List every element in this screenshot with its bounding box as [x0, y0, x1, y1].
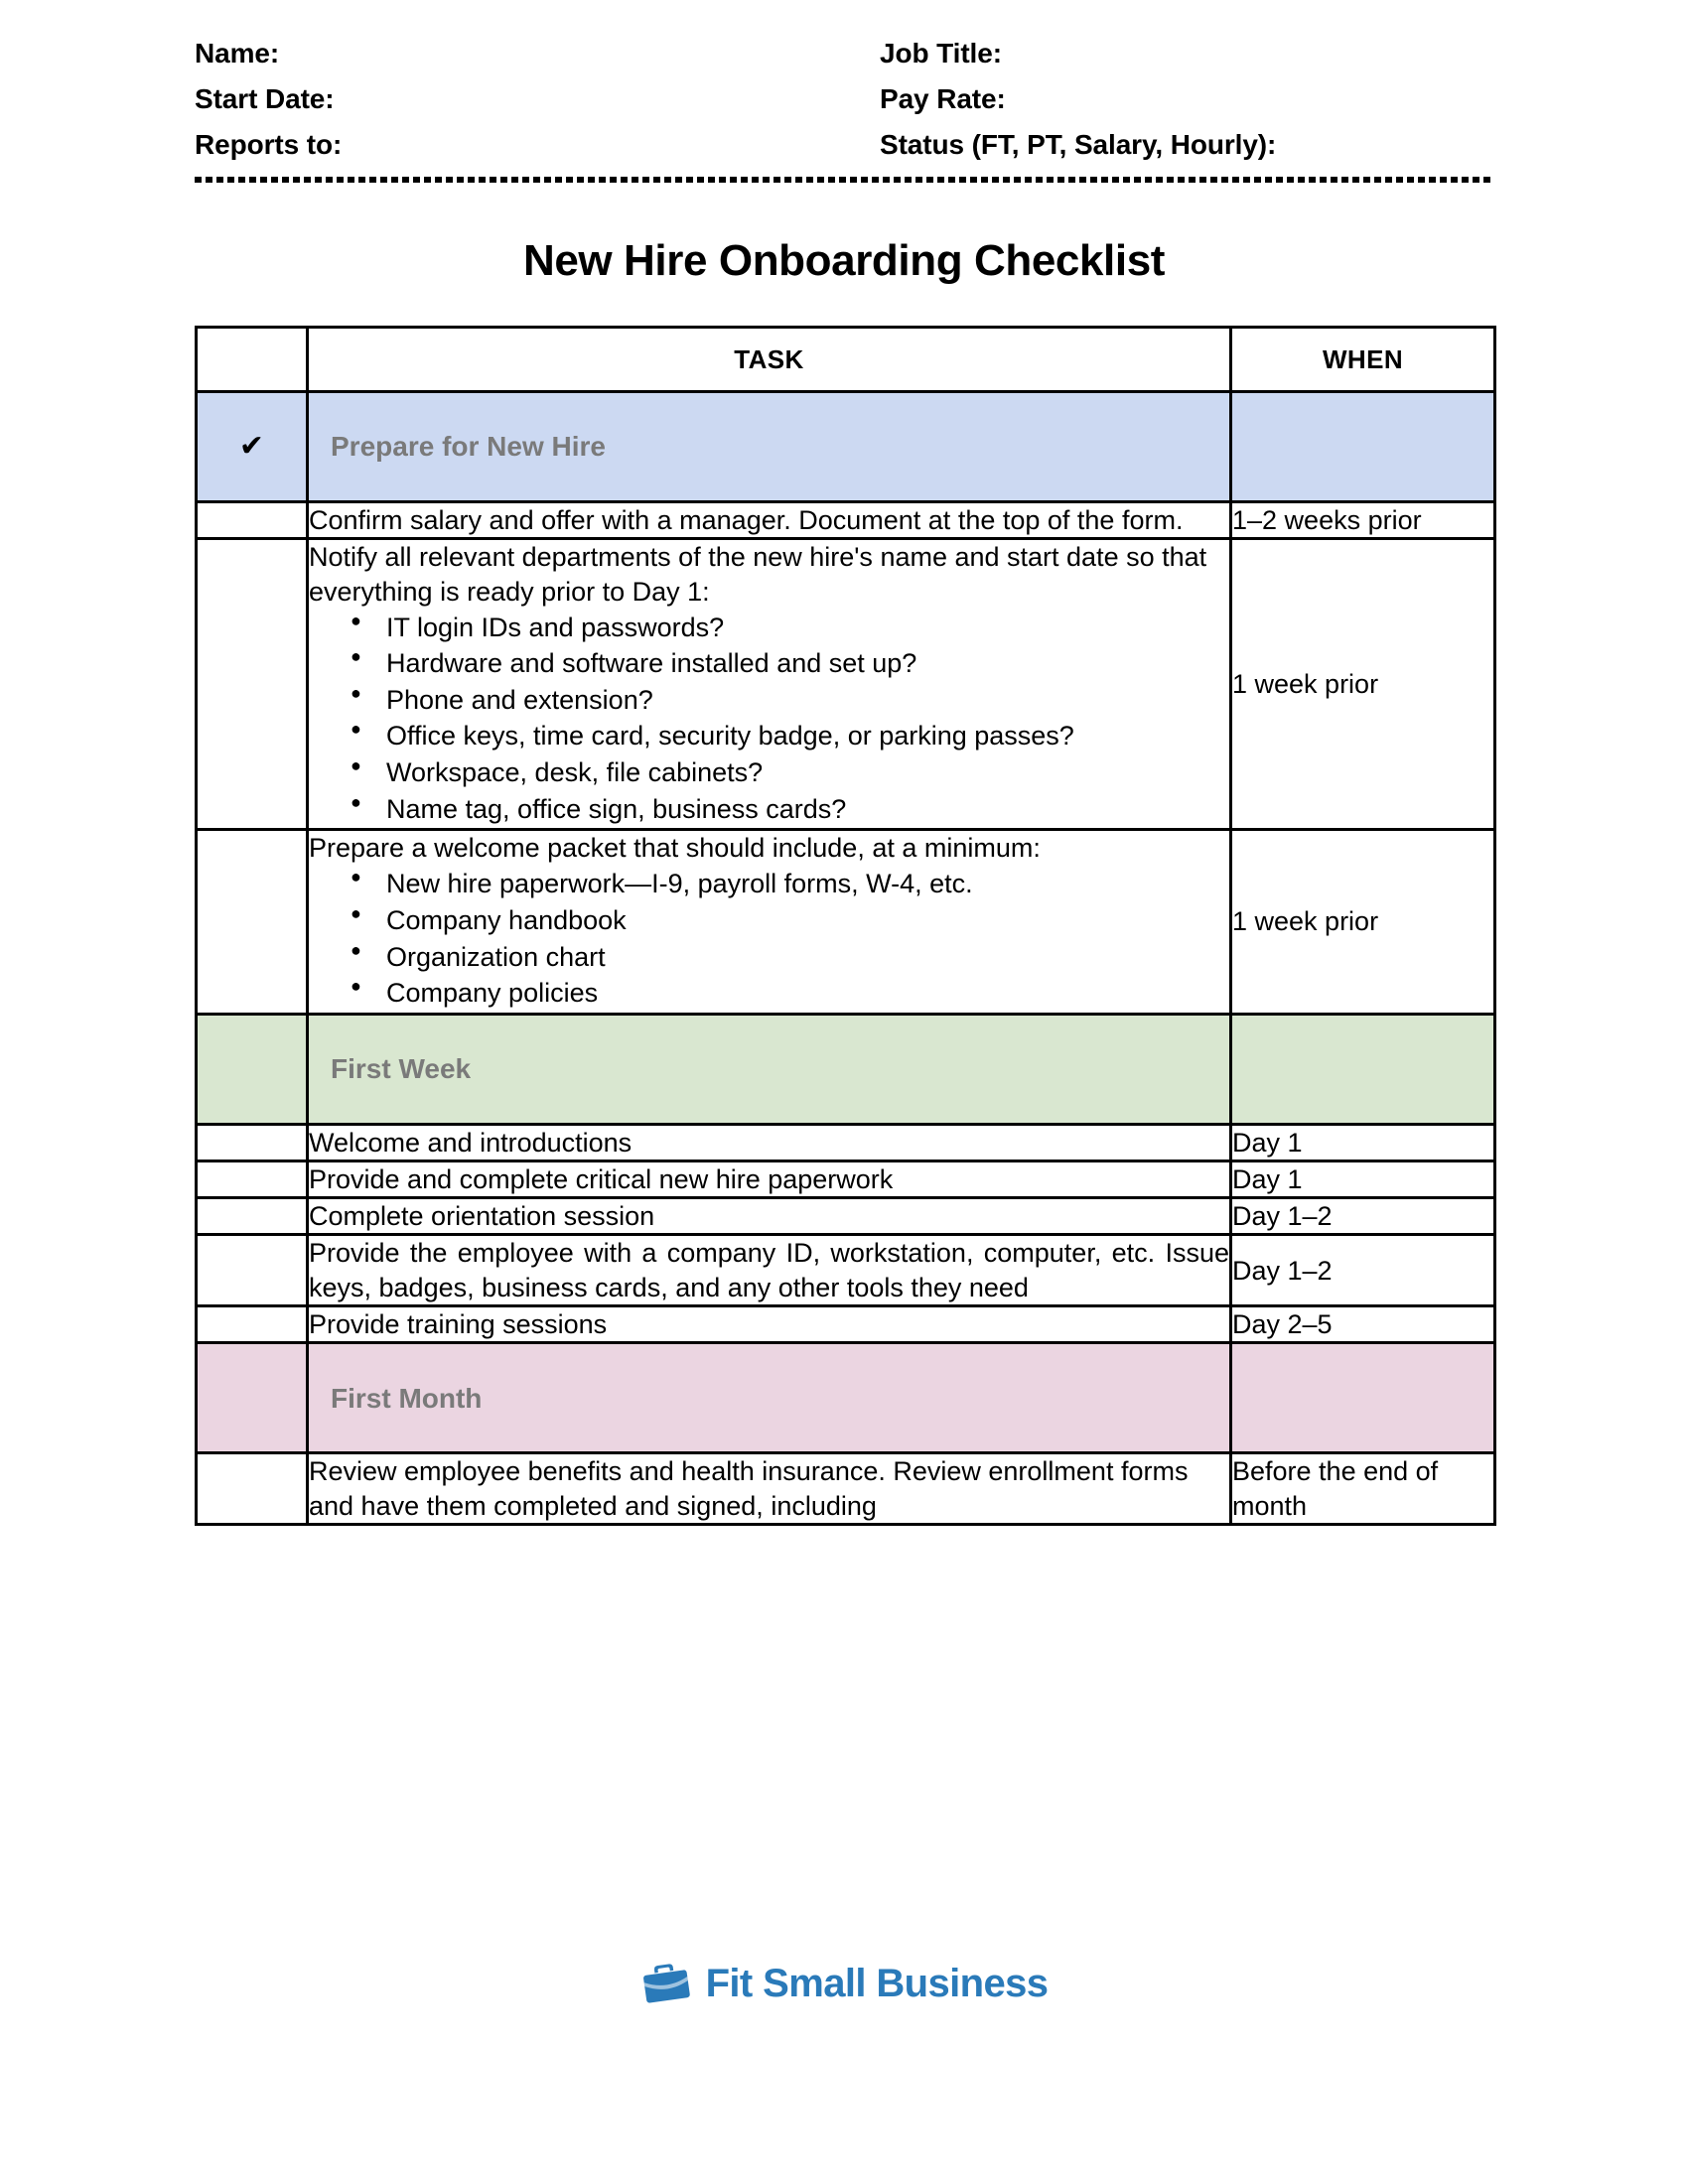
task-text: Notify all relevant departments of the new hire's name and start date so that everything is ready prior to Day 1:: [309, 542, 1207, 607]
onboarding-checklist-table: [195, 326, 1496, 1526]
dashed-divider: [195, 177, 1493, 183]
table-header-row: [197, 328, 1495, 392]
table-row: [197, 1453, 1495, 1525]
task-bullet-item: ● Company handbook: [386, 903, 1229, 938]
row-checkbox-cell[interactable]: [197, 1453, 308, 1525]
table-row: [197, 830, 1495, 1014]
brand-logo: [640, 1961, 1049, 2006]
row-checkbox-cell[interactable]: [197, 1014, 308, 1124]
task-cell: [308, 1160, 1231, 1197]
task-bullet-list: [309, 867, 1229, 1010]
column-header-checkbox: [197, 328, 308, 392]
employee-info-header: [0, 0, 1688, 161]
header-field-row: [195, 129, 1499, 161]
task-cell: [308, 1235, 1231, 1306]
task-cell: [308, 1124, 1231, 1160]
task-bullet-item: ● Hardware and software installed and set up?: [386, 646, 1229, 681]
task-bullet-item: ● Phone and extension?: [386, 683, 1229, 718]
when-cell: [1231, 1014, 1495, 1124]
task-bullet-item: ● New hire paperwork—I-9, payroll forms, W-4, etc.: [386, 867, 1229, 901]
briefcase-icon: [640, 1961, 692, 2006]
row-checkbox-cell[interactable]: ✔: [197, 392, 308, 502]
section-label: First Month: [331, 1382, 483, 1414]
row-checkbox-cell[interactable]: [197, 1306, 308, 1343]
when-cell: Day 1: [1231, 1124, 1495, 1160]
row-checkbox-cell[interactable]: [197, 502, 308, 539]
field-label-start-date: Start Date:: [195, 83, 335, 114]
table-row: [197, 502, 1495, 539]
row-checkbox-cell[interactable]: [197, 1198, 308, 1235]
checklist-table-container: [195, 326, 1493, 1526]
table-body: [197, 392, 1495, 1525]
column-header-task: TASK: [308, 328, 1231, 392]
when-cell: Day 1–2: [1231, 1198, 1495, 1235]
when-cell: 1 week prior: [1231, 539, 1495, 830]
task-text: Review employee benefits and health insurance. Review enrollment forms and have them completed and signed, including: [309, 1456, 1189, 1521]
task-cell: [308, 1453, 1231, 1525]
header-field-row: [195, 38, 1499, 69]
brand-name: Fit Small Business: [705, 1961, 1049, 2005]
row-checkbox-cell[interactable]: [197, 1124, 308, 1160]
task-bullet-item: ● Workspace, desk, file cabinets?: [386, 755, 1229, 790]
section-label: First Week: [331, 1052, 472, 1084]
row-checkbox-cell[interactable]: [197, 1343, 308, 1453]
page-title: New Hire Onboarding Checklist: [522, 236, 1166, 285]
column-header-when: WHEN: [1231, 328, 1495, 392]
task-bullet-item: ● Organization chart: [386, 940, 1229, 975]
header-field-row: [195, 83, 1499, 115]
table-row: [197, 1160, 1495, 1197]
when-cell: Day 1–2: [1231, 1235, 1495, 1306]
row-checkbox-cell[interactable]: [197, 1235, 308, 1306]
table-row: [197, 1306, 1495, 1343]
when-cell: Day 1: [1231, 1160, 1495, 1197]
when-cell: 1 week prior: [1231, 830, 1495, 1014]
table-row: [197, 539, 1495, 830]
when-cell: Day 2–5: [1231, 1306, 1495, 1343]
task-text: Provide training sessions: [309, 1309, 608, 1339]
task-text: Complete orientation session: [309, 1201, 655, 1232]
field-label-status: Status (FT, PT, Salary, Hourly):: [880, 129, 1277, 160]
row-checkbox-cell[interactable]: [197, 539, 308, 830]
table-row: [197, 1124, 1495, 1160]
table-row: [197, 1235, 1495, 1306]
section-header-row: [197, 392, 1495, 502]
task-cell: [308, 1306, 1231, 1343]
table-row: [197, 1198, 1495, 1235]
field-label-name: Name:: [195, 38, 280, 68]
field-label-pay-rate: Pay Rate:: [880, 83, 1006, 114]
section-header-row: [197, 1014, 1495, 1124]
section-title-cell: [308, 1343, 1231, 1453]
task-bullet-item: ● Office keys, time card, security badge, or parking passes?: [386, 719, 1229, 753]
field-label-job-title: Job Title:: [880, 38, 1002, 68]
task-bullet-item: ● IT login IDs and passwords?: [386, 611, 1229, 645]
footer: [0, 1961, 1688, 2006]
when-cell: [1231, 1343, 1495, 1453]
task-bullet-item: ● Company policies: [386, 976, 1229, 1011]
section-label: Prepare for New Hire: [331, 431, 606, 463]
task-text: Welcome and introductions: [309, 1127, 633, 1158]
task-text: Provide and complete critical new hire paperwork: [309, 1163, 894, 1194]
task-cell: [308, 502, 1231, 539]
table-head: [197, 328, 1495, 392]
task-cell: [308, 830, 1231, 1014]
when-cell: 1–2 weeks prior: [1231, 502, 1495, 539]
task-text: Provide the employee with a company ID, workstation, computer, etc. Issue keys, badges, business cards, and any other tools they need: [309, 1238, 1229, 1302]
field-label-reports-to: Reports to:: [195, 129, 343, 160]
row-checkbox-cell[interactable]: [197, 830, 308, 1014]
task-bullet-item: ● Name tag, office sign, business cards?: [386, 792, 1229, 827]
when-cell: [1231, 392, 1495, 502]
section-title-cell: [308, 392, 1231, 502]
section-header-row: [197, 1343, 1495, 1453]
task-bullet-list: [309, 611, 1229, 826]
task-text: Confirm salary and offer with a manager. Document at the top of the form.: [309, 505, 1184, 535]
row-checkbox-cell[interactable]: [197, 1160, 308, 1197]
task-text: Prepare a welcome packet that should include, at a minimum:: [309, 833, 1041, 864]
task-cell: [308, 539, 1231, 830]
section-title-cell: [308, 1014, 1231, 1124]
task-cell: [308, 1198, 1231, 1235]
when-cell: Before the end of month: [1231, 1453, 1495, 1525]
